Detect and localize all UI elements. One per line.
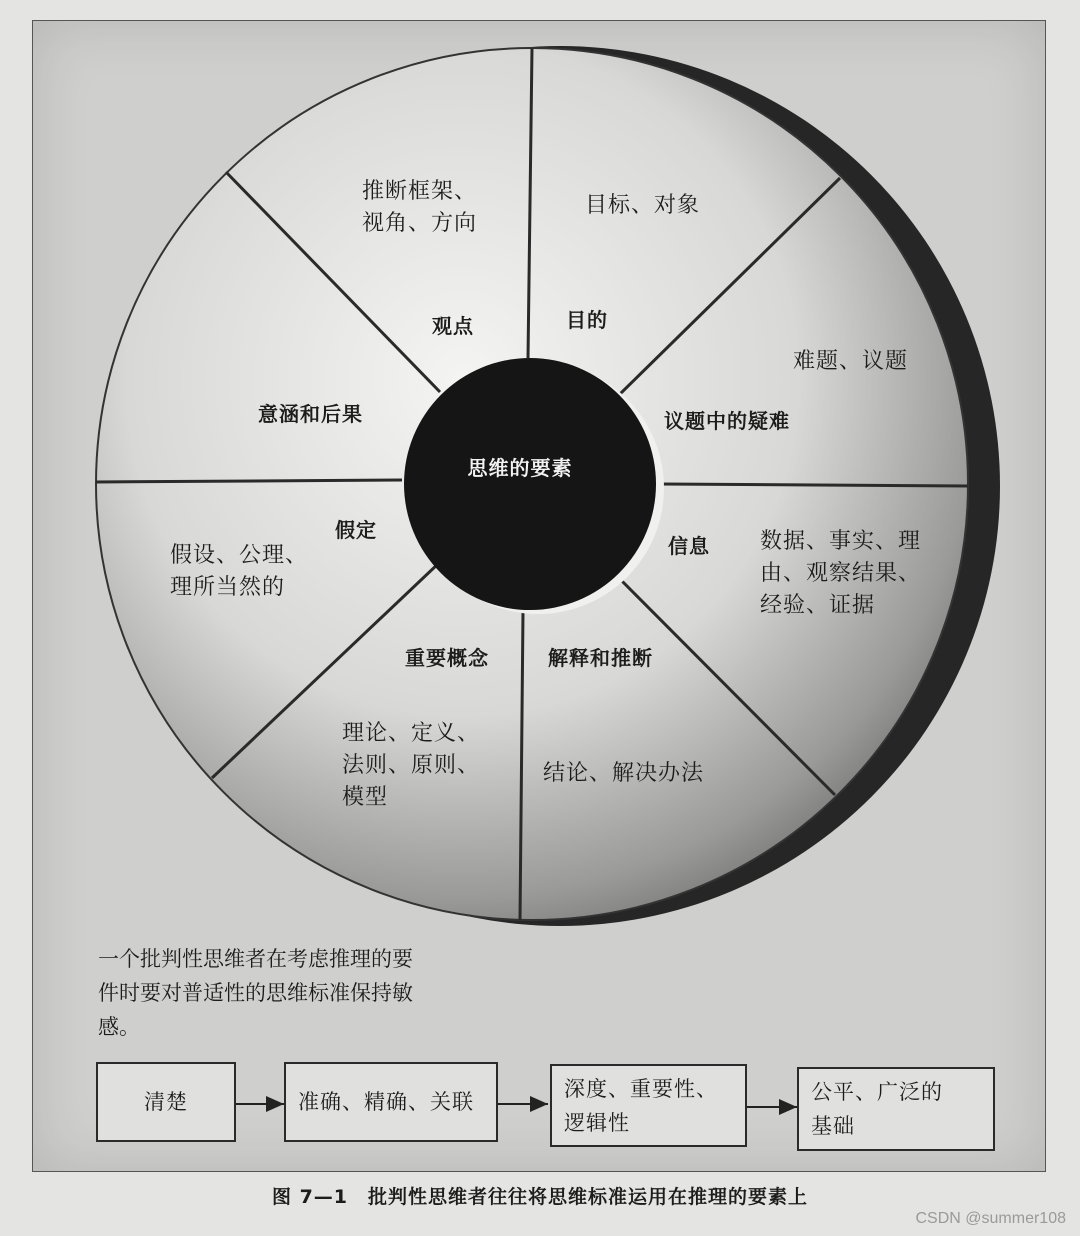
point-of-view-desc: 推断框架、 视角、方向 [362, 179, 478, 236]
flow-step-depth: 深度、重要性、 逻辑性 [550, 1064, 747, 1147]
flow-step-accuracy: 准确、精确、关联 [284, 1062, 498, 1142]
hub-label: 思维的要素 [467, 456, 573, 480]
question-desc: 难题、议题 [793, 349, 909, 374]
flow-step-clarity: 清楚 [96, 1062, 236, 1142]
hub [404, 358, 656, 610]
assumptions-desc: 假设、公理、 理所当然的 [170, 543, 309, 600]
inference-title: 解释和推断 [548, 646, 653, 670]
purpose-desc: 目标、对象 [585, 193, 701, 218]
divider-right [660, 484, 968, 486]
assumptions-title: 假定 [335, 518, 377, 542]
question-title: 议题中的疑难 [664, 409, 790, 433]
figure-caption: 图 7—1 批判性思维者往往将思维标准运用在推理的要素上 [271, 1186, 809, 1208]
flow-step-fairness: 公平、广泛的 基础 [797, 1067, 995, 1151]
purpose-title: 目的 [566, 308, 608, 332]
watermark: CSDN @summer108 [915, 1210, 1066, 1227]
standards-note: 一个批判性思维者在考虑推理的要件时要对普适性的思维标准保持敏感。 [98, 947, 413, 1039]
concepts-title: 重要概念 [405, 646, 489, 670]
information-desc: 数据、事实、理 由、观察结果、 经验、证据 [760, 529, 922, 618]
inference-desc: 结论、解决办法 [543, 761, 705, 786]
concepts-desc: 理论、定义、 法则、原则、 模型 [342, 721, 481, 810]
divider-left [96, 480, 402, 482]
point-of-view-title: 观点 [432, 314, 474, 338]
information-title: 信息 [668, 534, 710, 558]
implications-title: 意涵和后果 [258, 402, 363, 426]
